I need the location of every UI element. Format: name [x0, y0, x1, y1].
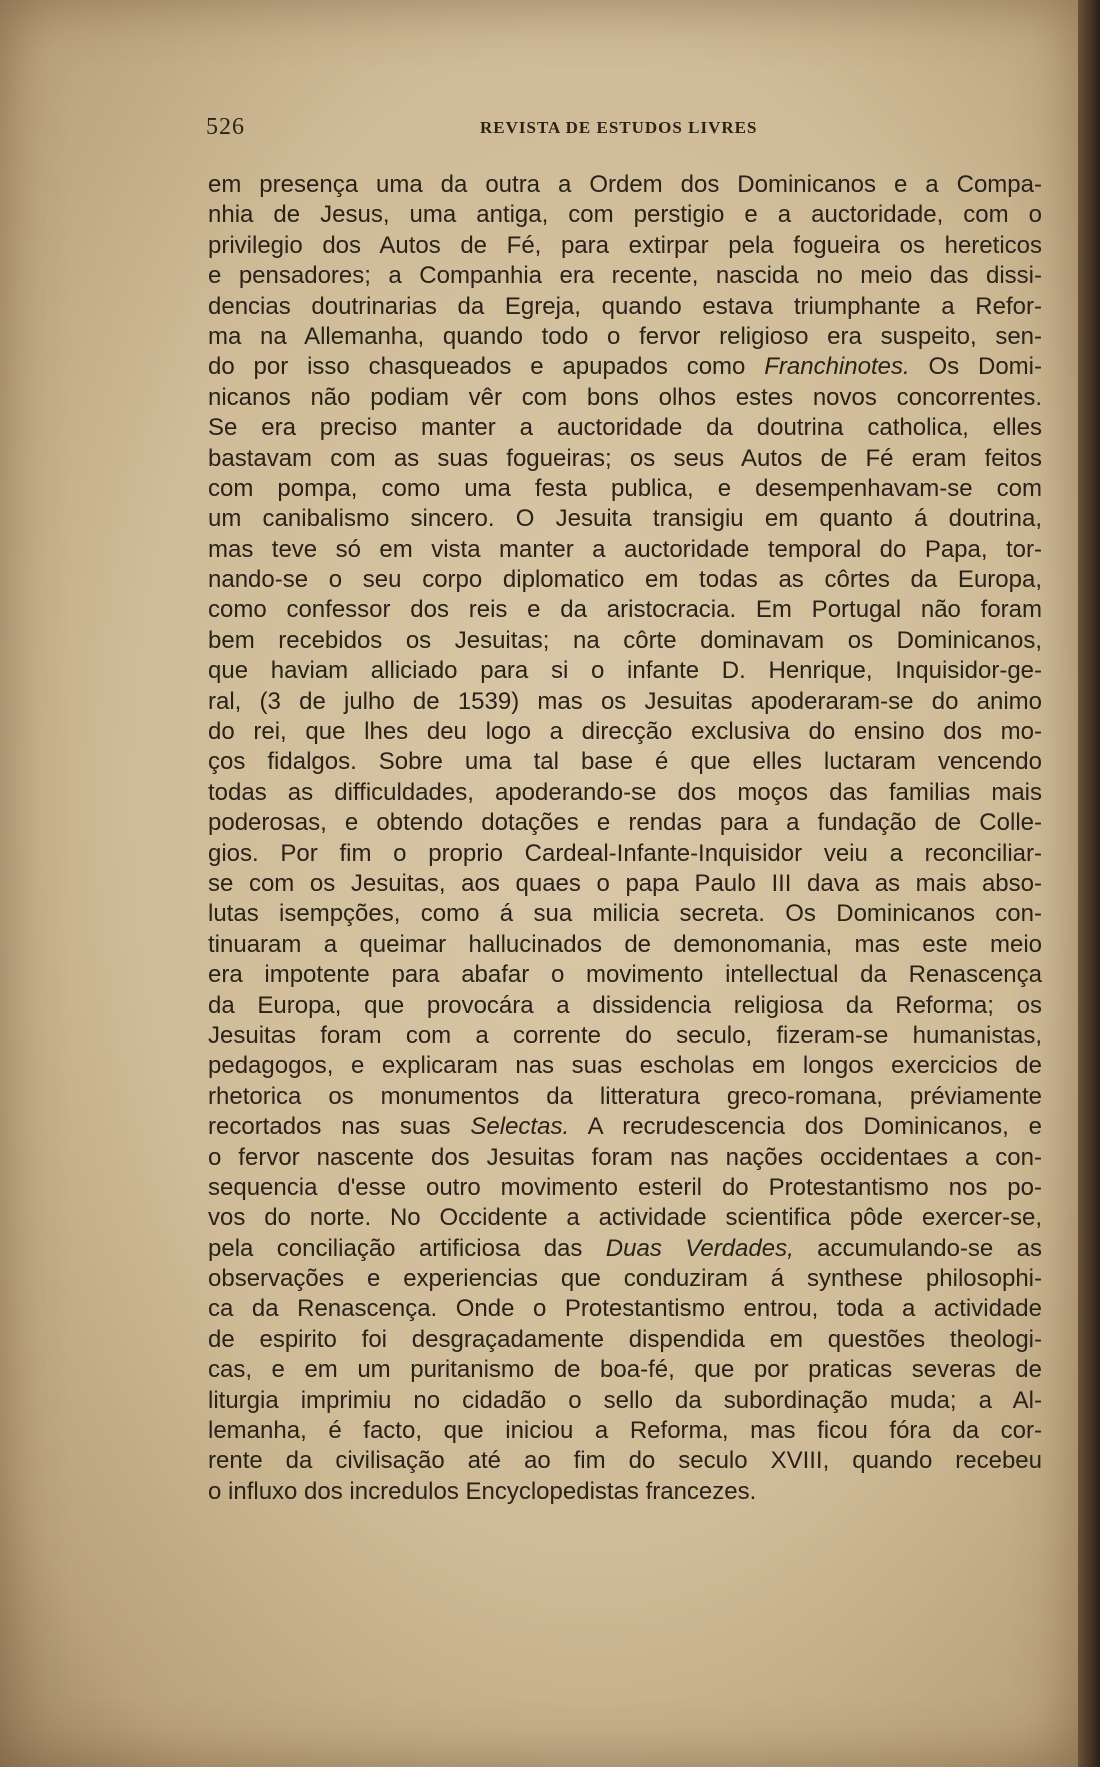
text-line: da Europa, que provocára a dissidencia religiosa da Reforma; os [208, 991, 1042, 1019]
italic-term: Selectas. [470, 1113, 570, 1141]
text-line: do por isso chasqueados e apupados como Franchinotes. Os Domi- [208, 353, 1042, 381]
text-line: rente da civilisação até ao fim do seculo XVIII, quando recebeu [208, 1447, 1042, 1475]
text-line: Se era preciso manter a auctoridade da doutrina catholica, elles [208, 414, 1042, 442]
text-line: lutas isempções, como á sua milicia secreta. Os Dominicanos con- [208, 900, 1042, 928]
text-line: ços fidalgos. Sobre uma tal base é que elles luctaram vencendo [208, 748, 1042, 776]
text-line: tinuaram a queimar hallucinados de demonomania, mas este meio [208, 930, 1042, 958]
italic-term: Franchinotes. [764, 353, 910, 381]
text-line: se com os Jesuitas, aos quaes o papa Paulo III dava as mais abso- [208, 869, 1042, 897]
text-line: ca da Renascença. Onde o Protestantismo entrou, toda a actividade [208, 1295, 1042, 1323]
journal-title: REVISTA DE ESTUDOS LIVRES [480, 118, 758, 137]
text-line: que haviam alliciado para si o infante D. Henrique, Inquisidor-ge- [208, 657, 1042, 685]
text-line: Jesuitas foram com a corrente do seculo, fizeram-se humanistas, [208, 1021, 1042, 1049]
text-line: pela conciliação artificiosa das Duas Verdades, accumulando-se as [208, 1234, 1043, 1262]
text-line: o influxo dos incredulos Encyclopedistas francezes. [208, 1477, 757, 1505]
text-line: como confessor dos reis e da aristocracia. Em Portugal não foram [208, 596, 1042, 624]
text-line: privilegio dos Autos de Fé, para extirpar pela fogueira os hereticos [208, 231, 1042, 259]
text-line: nando-se o seu corpo diplomatico em todas as côrtes da Europa, [208, 566, 1042, 594]
text-line: era impotente para abafar o movimento intellectual da Renascença [208, 961, 1042, 989]
text-line: ma na Allemanha, quando todo o fervor religioso era suspeito, sen- [208, 322, 1042, 350]
text-line: observações e experiencias que conduziram á synthese philosophi- [208, 1265, 1042, 1293]
body-text [208, 170, 1042, 1507]
text-line: do rei, que lhes deu logo a direcção exclusiva do ensino dos mo- [208, 718, 1042, 746]
text-line: cas, e em um puritanismo de boa-fé, que por praticas severas de [208, 1356, 1042, 1384]
text-line: gios. Por fim o proprio Cardeal-Infante-Inquisidor veiu a reconciliar- [208, 839, 1042, 867]
text-line: sequencia d'esse outro movimento esteril do Protestantismo nos po- [208, 1173, 1042, 1201]
running-head [206, 114, 1046, 144]
text-line: e pensadores; a Companhia era recente, nascida no meio das dissi- [208, 262, 1042, 290]
text-line: ral, (3 de julho de 1539) mas os Jesuitas apoderaram-se do animo [208, 687, 1042, 715]
text-line: bem recebidos os Jesuitas; na côrte dominavam os Dominicanos, [208, 626, 1042, 654]
text-line: o fervor nascente dos Jesuitas foram nas nações occidentaes a con- [208, 1143, 1042, 1171]
text-line: bastavam com as suas fogueiras; os seus Autos de Fé eram feitos [208, 444, 1042, 472]
text-line: pedagogos, e explicaram nas suas escholas em longos exercicios de [208, 1052, 1042, 1080]
text-line: rhetorica os monumentos da litteratura greco-romana, préviamente [208, 1082, 1042, 1110]
text-line: com pompa, como uma festa publica, e desempenhavam-se com [208, 474, 1042, 502]
italic-term: Duas Verdades, [605, 1234, 794, 1262]
text-line: vos do norte. No Occidente a actividade scientifica pôde exercer-se, [208, 1204, 1042, 1232]
text-line: de espirito foi desgraçadamente dispendida em questões theologi- [208, 1325, 1042, 1353]
page-edge [1078, 0, 1100, 1767]
text-line: em presença uma da outra a Ordem dos Dominicanos e a Compa- [208, 171, 1042, 198]
text-line: liturgia imprimiu no cidadão o sello da subordinação muda; a Al- [208, 1386, 1042, 1414]
text-line: recortados nas suas Selectas. A recrudescencia dos Dominicanos, e [208, 1113, 1042, 1141]
text-line: dencias doutrinarias da Egreja, quando estava triumphante a Refor- [208, 292, 1042, 320]
text-line: poderosas, e obtendo dotações e rendas para a fundação de Colle- [208, 809, 1042, 837]
text-line: lemanha, é facto, que iniciou a Reforma, mas ficou fóra da cor- [208, 1417, 1042, 1445]
text-line: nicanos não podiam vêr com bons olhos estes novos concorrentes. [208, 383, 1042, 411]
text-line: nhia de Jesus, uma antiga, com perstigio e a auctoridade, com o [208, 201, 1042, 229]
page-number: 526 [206, 114, 245, 140]
text-line: mas teve só em vista manter a auctoridade temporal do Papa, tor- [208, 535, 1042, 563]
text-line: todas as difficuldades, apoderando-se dos moços das familias mais [208, 778, 1042, 806]
text-line: um canibalismo sincero. O Jesuita transigiu em quanto á doutrina, [208, 505, 1042, 533]
